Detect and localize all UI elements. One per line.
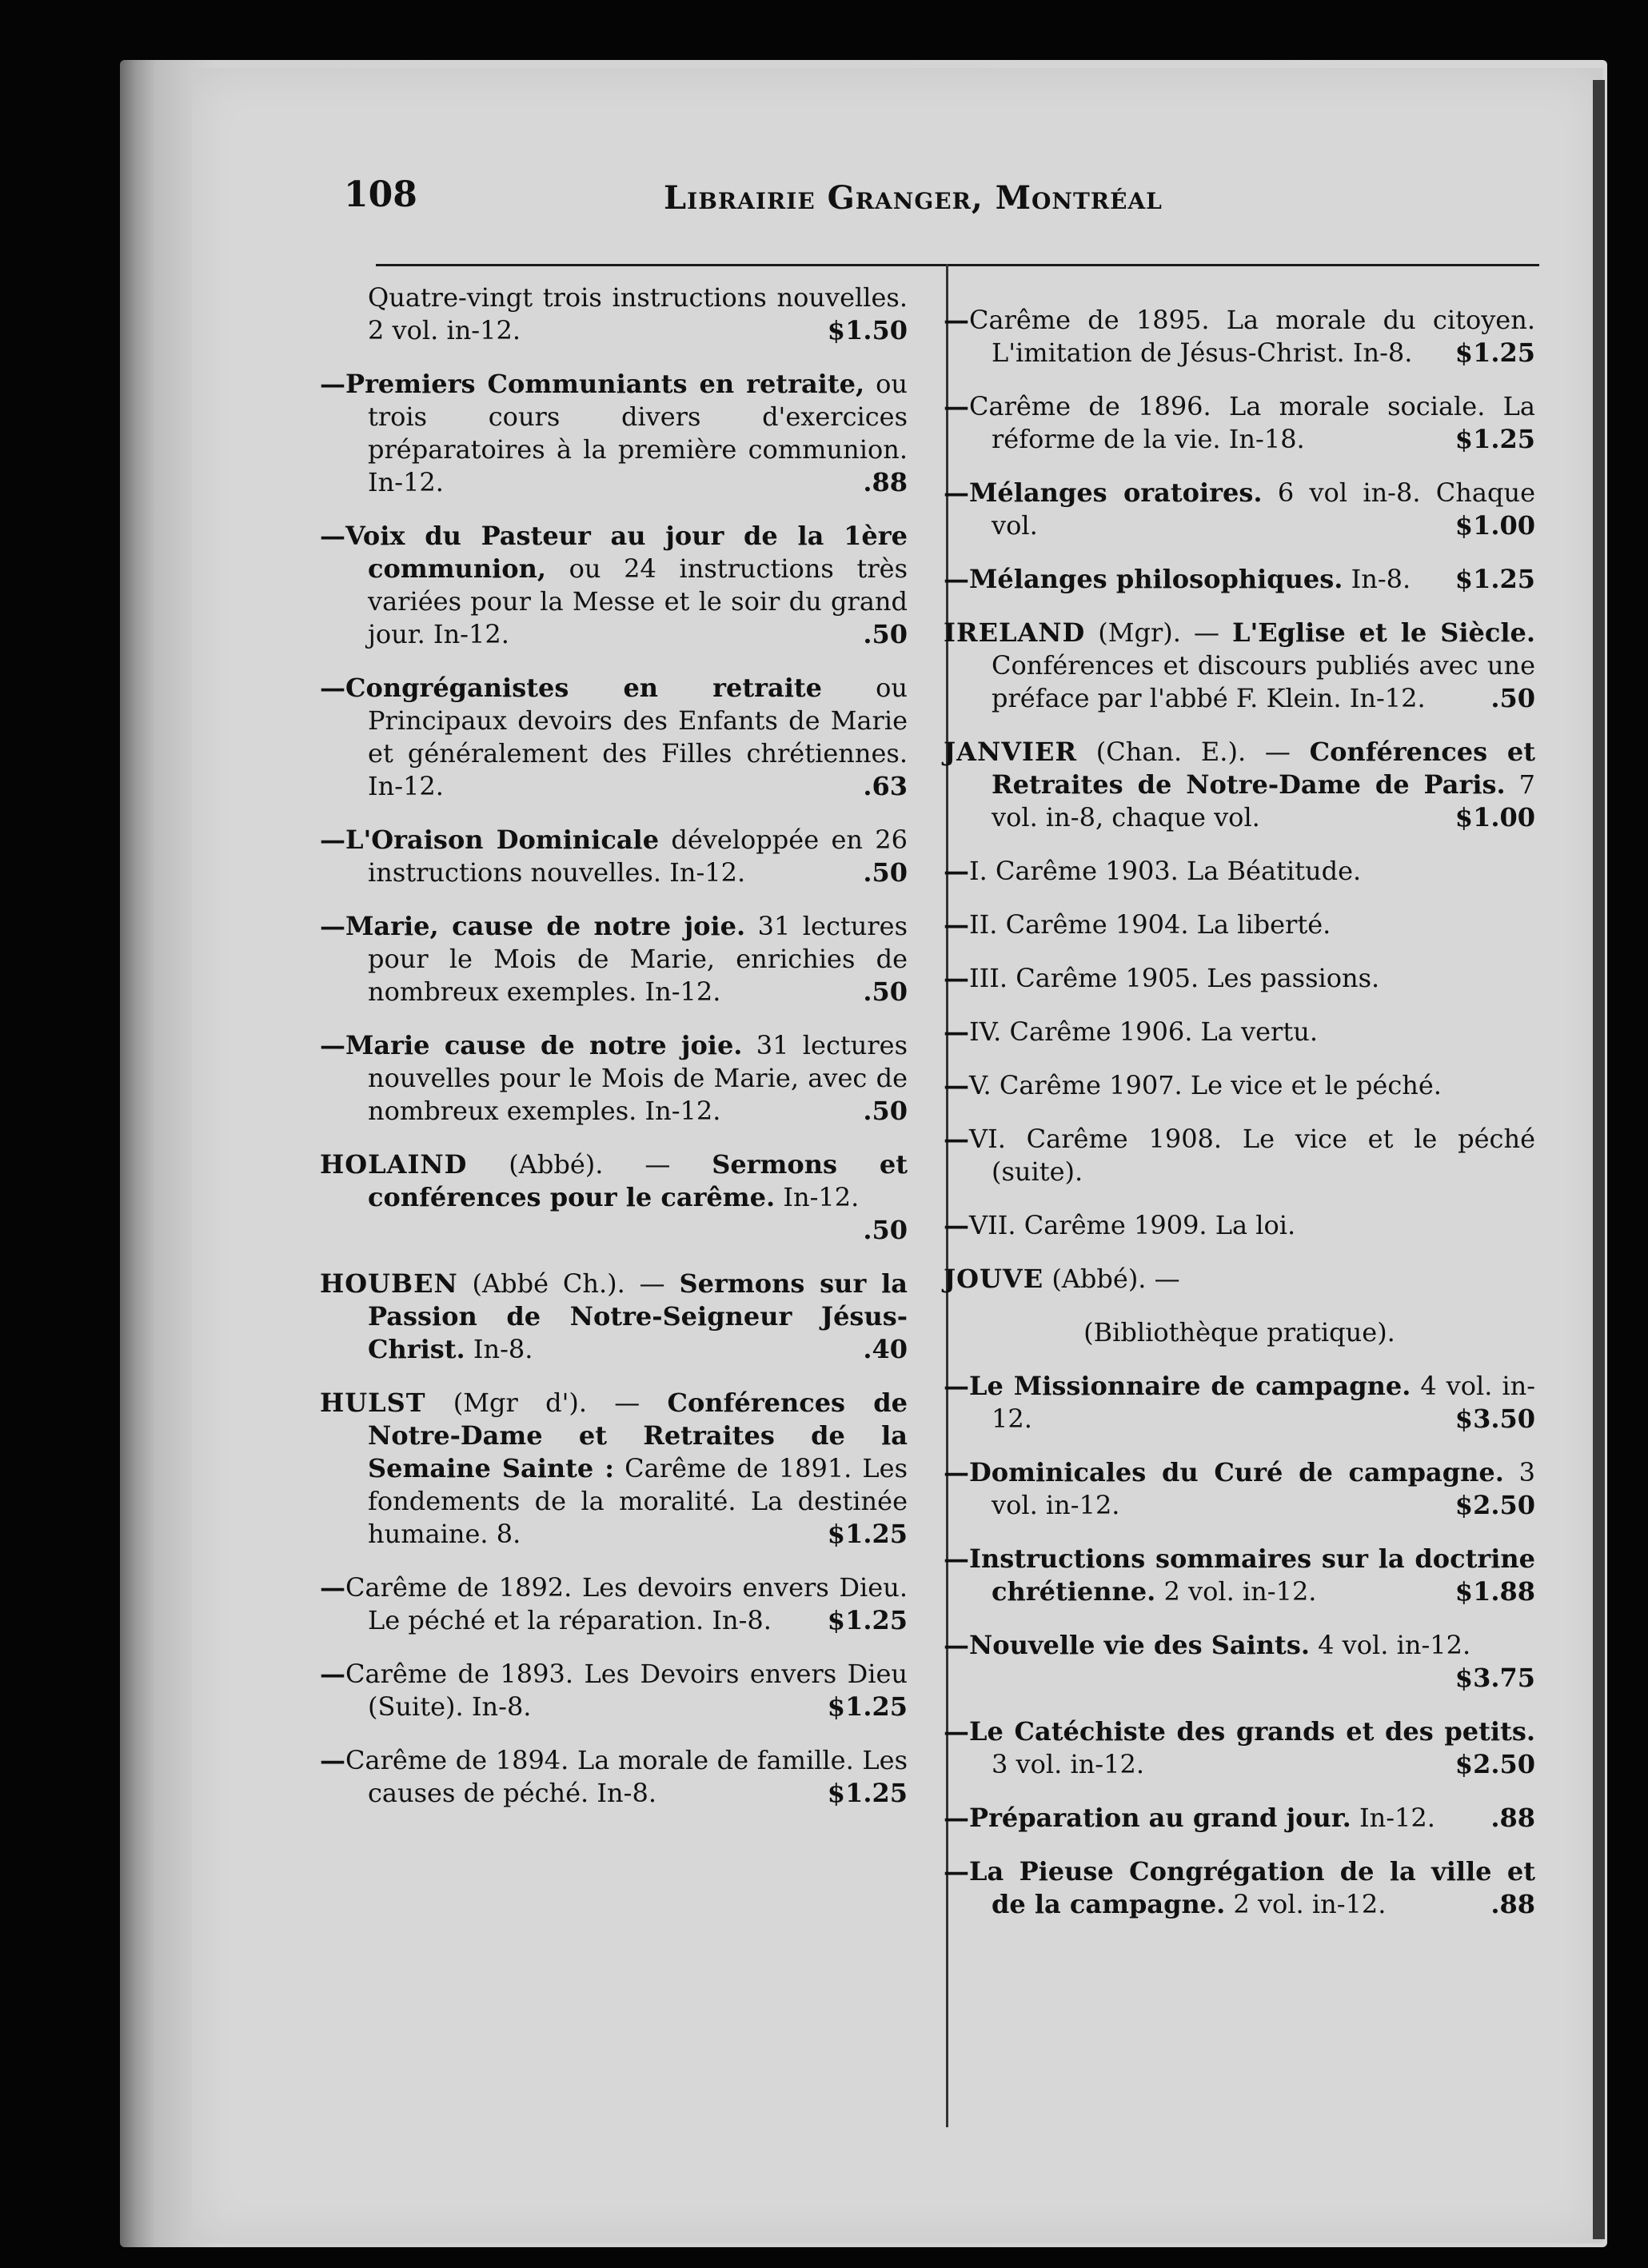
catalog-entry xyxy=(320,1658,908,1723)
catalog-entry xyxy=(944,477,1535,542)
entry-title: La Pieuse Congrégation de la ville et de la campagne. xyxy=(969,1856,1535,1919)
entry-description: Carême de 1892. Les devoirs envers Dieu. Le péché et la réparation. In-8. xyxy=(345,1572,908,1635)
entry-price: .50 xyxy=(863,1215,908,1245)
entry-description: 6 vol in-8. Chaque vol. xyxy=(992,477,1536,541)
entry-description: Carême de 1895. La morale du citoyen. L'imitation de Jésus-Christ. In-8. xyxy=(969,305,1535,368)
entry-description: Conférences et discours publiés avec une préface par l'abbé F. Klein. In-12. xyxy=(992,650,1535,713)
entry-description: 3 vol. in-12. xyxy=(992,1749,1144,1779)
entry-title: L'Oraison Dominicale xyxy=(345,825,660,855)
facing-page-edge xyxy=(1593,80,1605,2239)
catalog-entry xyxy=(944,1715,1535,1781)
entry-description: ou 24 instructions très variées pour la Messe et le soir du grand jour. In-12. xyxy=(368,553,908,649)
entry-title: Sermons sur la Passion de Notre-Seigneur Jésus-Christ. xyxy=(368,1268,908,1364)
entry-price: $2.50 xyxy=(1454,1490,1535,1520)
entry-price: $3.75 xyxy=(1454,1663,1535,1693)
entry-price: $1.25 xyxy=(1454,424,1535,454)
catalog-entry xyxy=(944,563,1535,596)
entry-description: 31 lectures pour le Mois de Marie, enrichies de nombreux exemples. In-12. xyxy=(368,911,908,1007)
entry-description: Carême de 1896. La morale sociale. La réforme de la vie. In-18. xyxy=(969,391,1535,454)
catalog-entry xyxy=(944,1629,1535,1695)
entry-dash: — xyxy=(944,909,969,940)
entry-description: 31 lectures nouvelles pour le Mois de Marie, avec de nombreux exemples. In-12. xyxy=(368,1030,908,1126)
entry-title: Dominicales du Curé de campagne. xyxy=(969,1457,1504,1487)
series-note: (Bibliothèque pratique). xyxy=(1083,1317,1395,1348)
entry-description: II. Carême 1904. La liberté. xyxy=(969,909,1331,940)
catalog-entry xyxy=(944,617,1535,715)
catalog-entry xyxy=(944,1069,1535,1102)
entry-price: .50 xyxy=(863,1096,908,1126)
catalog-entry xyxy=(944,304,1535,369)
entry-dash: — xyxy=(320,369,345,399)
entry-price: $1.00 xyxy=(1454,802,1535,833)
entry-price: $3.50 xyxy=(1454,1404,1535,1434)
entry-price: $1.25 xyxy=(1454,564,1535,594)
entry-price: .88 xyxy=(863,467,908,497)
catalog-entry xyxy=(944,855,1535,888)
entry-title: Le Missionnaire de campagne. xyxy=(969,1371,1411,1401)
catalog-entry xyxy=(320,910,908,1008)
entry-price: .50 xyxy=(863,619,908,649)
catalog-entry xyxy=(944,390,1535,456)
entry-author: HOUBEN xyxy=(320,1268,458,1299)
entry-author-detail: (Mgr d'). — xyxy=(425,1388,668,1418)
entry-description: IV. Carême 1906. La vertu. xyxy=(969,1016,1318,1047)
entry-dash: — xyxy=(944,856,969,886)
entry-dash: — xyxy=(944,1716,969,1747)
entry-title: Conférences de Notre-Dame et Retraites de la Semaine Sainte : xyxy=(368,1388,908,1483)
entry-description: VI. Carême 1908. Le vice et le péché (suite). xyxy=(969,1124,1535,1187)
catalog-entry xyxy=(944,1855,1535,1921)
entry-dash: — xyxy=(944,305,969,335)
entry-dash: — xyxy=(944,1457,969,1487)
catalog-entry xyxy=(944,1456,1535,1522)
entry-dash: — xyxy=(320,673,345,703)
catalog-entry xyxy=(320,520,908,651)
page-number: 108 xyxy=(344,174,417,215)
catalog-entry xyxy=(944,1802,1535,1835)
entry-title: Conférences et Retraites de Notre-Dame de Paris. xyxy=(992,737,1536,800)
entry-description: In-8. xyxy=(465,1334,533,1364)
catalog-entry xyxy=(944,1263,1535,1296)
entry-price: .88 xyxy=(1490,1803,1535,1833)
entry-title: Marie cause de notre joie. xyxy=(345,1030,743,1060)
entry-dash: — xyxy=(944,1803,969,1833)
entry-author: IRELAND xyxy=(944,617,1086,648)
entry-dash: — xyxy=(320,1659,345,1689)
right-column xyxy=(944,304,1535,1942)
entry-title: Marie, cause de notre joie. xyxy=(345,911,746,941)
page-header xyxy=(344,174,1535,230)
entry-title: Congréganistes en retraite xyxy=(345,673,823,703)
entry-title: Premiers Communiants en retraite, xyxy=(345,369,865,399)
entry-title: Le Catéchiste des grands et des petits. xyxy=(969,1716,1535,1747)
entry-description: Carême de 1894. La morale de famille. Les causes de péché. In-8. xyxy=(345,1745,908,1808)
entry-price: $1.25 xyxy=(827,1519,908,1549)
catalog-entry xyxy=(944,1209,1535,1242)
catalog-entry xyxy=(320,282,908,347)
entry-dash: — xyxy=(944,564,969,594)
entry-dash: — xyxy=(320,521,345,551)
catalog-entry xyxy=(944,736,1535,834)
entry-title: Mélanges philosophiques. xyxy=(969,564,1343,594)
entry-dash: — xyxy=(944,1630,969,1660)
entry-dash: — xyxy=(944,1070,969,1100)
entry-description: VII. Carême 1909. La loi. xyxy=(969,1210,1296,1240)
catalog-entry xyxy=(944,1370,1535,1435)
running-head: Librairie Granger, Montréal xyxy=(664,179,1163,217)
catalog-entry xyxy=(320,368,908,499)
entry-author: HULST xyxy=(320,1388,426,1418)
entry-description: 7 vol. in-8, chaque vol. xyxy=(992,769,1536,833)
entry-dash: — xyxy=(944,1856,969,1887)
entry-dash: — xyxy=(320,911,345,941)
entry-title: Instructions sommaires sur la doctrine chrétienne. xyxy=(969,1543,1535,1607)
entry-description: développée en 26 instructions nouvelles. In-12. xyxy=(368,825,908,888)
entry-author-detail: (Chan. E.). — xyxy=(1077,737,1310,767)
entry-description: I. Carême 1903. La Béatitude. xyxy=(969,856,1362,886)
header-rule xyxy=(376,264,1539,266)
entry-price: .63 xyxy=(863,771,908,801)
catalog-entry xyxy=(320,1029,908,1128)
catalog-entry xyxy=(320,672,908,803)
entry-title: Sermons et conférences pour le carême. xyxy=(368,1149,908,1212)
catalog-entry xyxy=(320,1571,908,1637)
entry-price: $1.50 xyxy=(827,315,908,345)
catalog-entry xyxy=(944,908,1535,941)
entry-price: .40 xyxy=(863,1334,908,1364)
entry-author-detail: (Abbé Ch.). — xyxy=(457,1268,680,1299)
entry-dash: — xyxy=(320,1745,345,1775)
catalog-entry xyxy=(320,1744,908,1810)
entry-price: $1.88 xyxy=(1454,1576,1535,1607)
entry-price: $1.00 xyxy=(1454,510,1535,541)
entry-title: L'Eglise et le Siècle. xyxy=(1231,617,1536,648)
entry-author: JANVIER xyxy=(944,737,1077,767)
entry-description: In-12. xyxy=(1351,1803,1435,1833)
entry-author: HOLAIND xyxy=(320,1149,468,1180)
entry-price: $2.50 xyxy=(1454,1749,1535,1779)
entry-author-detail: (Mgr). — xyxy=(1085,617,1232,648)
entry-author-detail: (Abbé). — xyxy=(467,1149,712,1180)
entry-dash: — xyxy=(320,1572,345,1603)
entry-title: Mélanges oratoires. xyxy=(969,477,1263,508)
entry-description: 2 vol. in-12. xyxy=(1155,1576,1317,1607)
entry-price: $1.25 xyxy=(1454,337,1535,368)
entry-description: ou trois cours divers d'exercices préparatoires à la première communion. In-12. xyxy=(368,369,908,497)
entry-price: .50 xyxy=(1490,683,1535,713)
entry-description: In-12. xyxy=(775,1182,860,1212)
entry-dash: — xyxy=(944,477,969,508)
entry-description: 4 vol. in-12. xyxy=(992,1371,1536,1434)
entry-author: JOUVE xyxy=(944,1264,1044,1294)
entry-dash: — xyxy=(944,1210,969,1240)
entry-price: .88 xyxy=(1490,1889,1535,1919)
entry-description: V. Carême 1907. Le vice et le péché. xyxy=(969,1070,1442,1100)
entry-dash: — xyxy=(944,963,969,993)
catalog-entry xyxy=(944,1016,1535,1048)
catalog-entry xyxy=(320,824,908,889)
catalog-entry xyxy=(944,1543,1535,1608)
entry-description: 4 vol. in-12. xyxy=(1309,1630,1471,1660)
entry-dash: — xyxy=(320,1030,345,1060)
entry-description: In-8. xyxy=(1343,564,1411,594)
entry-price: $1.25 xyxy=(827,1605,908,1635)
entry-description: Carême de 1893. Les Devoirs envers Dieu (Suite). In-8. xyxy=(345,1659,908,1722)
entry-title: Voix du Pasteur au jour de la 1ère communion, xyxy=(345,521,908,584)
entry-dash: — xyxy=(944,1543,969,1574)
entry-dash: — xyxy=(944,391,969,421)
entry-dash: — xyxy=(944,1124,969,1154)
entry-description: ou Principaux devoirs des Enfants de Marie et généralement des Filles chrétiennes. In-12. xyxy=(368,673,908,801)
entry-dash: — xyxy=(320,825,345,855)
entry-price: .50 xyxy=(863,857,908,888)
entry-title: Nouvelle vie des Saints. xyxy=(969,1630,1310,1660)
entry-description: 2 vol. in-12. xyxy=(1225,1889,1387,1919)
entry-price: $1.25 xyxy=(827,1778,908,1808)
entry-price: .50 xyxy=(863,976,908,1007)
entry-description: Carême de 1891. Les fondements de la moralité. La destinée humaine. 8. xyxy=(368,1453,908,1549)
left-column xyxy=(320,282,908,1831)
entry-price: $1.25 xyxy=(827,1691,908,1722)
entry-dash: — xyxy=(944,1016,969,1047)
entry-description: Quatre-vingt trois instructions nouvelles. 2 vol. in-12. xyxy=(368,282,908,345)
entry-author-detail: (Abbé). — xyxy=(1043,1264,1180,1294)
catalog-entry xyxy=(320,1387,908,1551)
entry-title: Préparation au grand jour. xyxy=(969,1803,1351,1833)
catalog-entry xyxy=(320,1148,908,1247)
entry-description: 3 vol. in-12. xyxy=(992,1457,1535,1520)
catalog-entry xyxy=(944,1123,1535,1188)
entry-description: III. Carême 1905. Les passions. xyxy=(969,963,1380,993)
catalog-entry xyxy=(320,1268,908,1366)
entry-dash: — xyxy=(944,1371,969,1401)
catalog-entry xyxy=(944,962,1535,995)
